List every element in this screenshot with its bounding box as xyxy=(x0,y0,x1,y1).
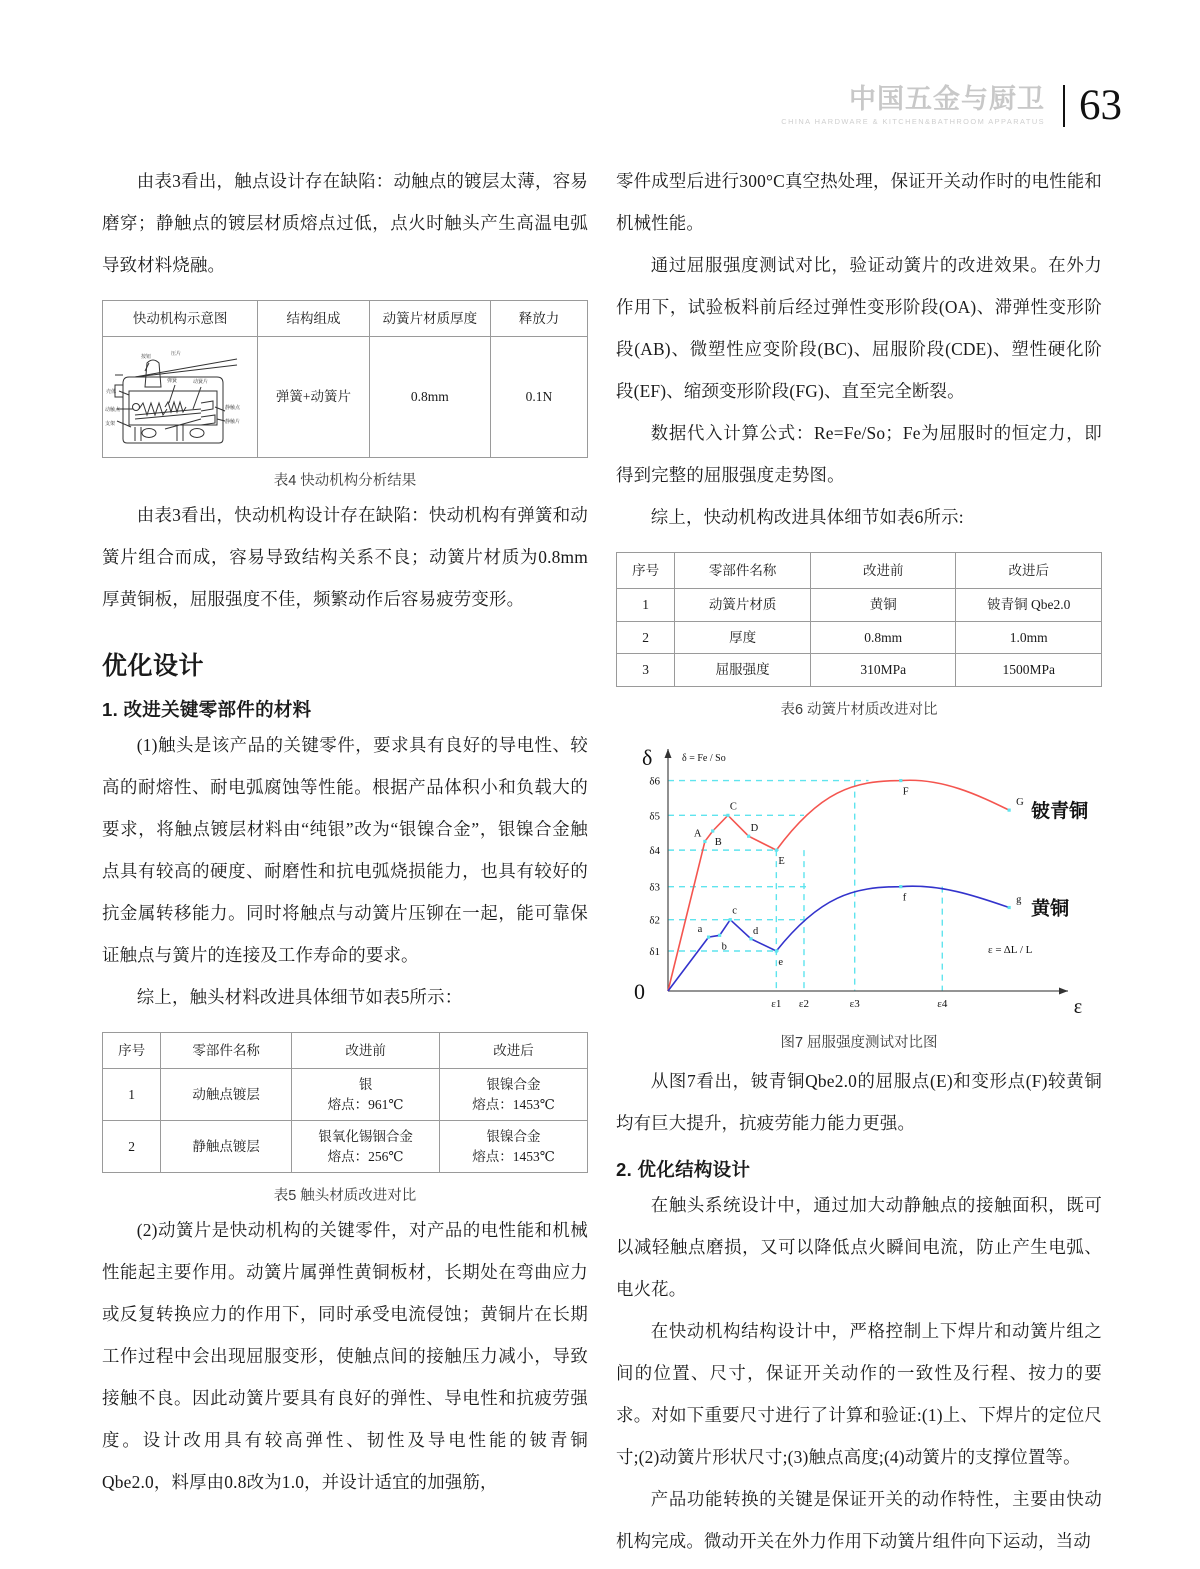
svg-text:按钮: 按钮 xyxy=(141,354,152,360)
table5-header-no: 序号 xyxy=(103,1033,161,1069)
table5-cell-no: 2 xyxy=(103,1121,161,1173)
x-tick-label-3: ε3 xyxy=(849,997,860,1010)
svg-text:动簧片: 动簧片 xyxy=(193,379,209,385)
table5-cell-before-material: 银氧化锡铟合金 xyxy=(318,1129,413,1145)
table5-cell-after-material: 银镍合金 xyxy=(486,1077,541,1092)
table-6-spring-blade-material-comparison xyxy=(616,552,1102,687)
origin-label: 0 xyxy=(634,978,645,1004)
series-curve-0 xyxy=(668,780,1009,991)
table-4-quick-action-analysis xyxy=(102,300,588,458)
paragraph-mechanism-defects: 由表3看出，快动机构设计存在缺陷：快动机构有弹簧和动簧片组合而成，容易导致结构关系不良；动簧片材质为0.8mm厚黄铜板，屈服强度不佳，频繁动作后容易疲劳变形。 xyxy=(102,505,588,609)
table5-cell-after-material: 银镍合金 xyxy=(486,1129,541,1145)
paragraph-dimension-verification: 在快动机构结构设计中，严格控制上下焊片和动簧片组之间的位置、尺寸，保证开关动作的一致性及行程、按力的要求。对如下重要尺寸进行了计算和验证:(1)上、下焊片的定位尺寸;(2)动簧片形状尺寸;(3)触点高度;(4)动簧片的支撑位置等。 xyxy=(616,1320,1102,1467)
table-6-caption: 表6 动簧片材质改进对比 xyxy=(780,701,938,718)
legend-黄铜: 黄铜 xyxy=(1031,898,1070,920)
table5-cell-before-melting: 熔点：256℃ xyxy=(327,1148,404,1164)
table6-header-after: 改进后 xyxy=(956,553,1102,589)
masthead-english-title: CHINA HARDWARE & KITCHEN&BATHROOM APPARATUS xyxy=(781,116,1045,126)
table4-header-release-force: 释放力 xyxy=(490,301,587,337)
table5-cell-before xyxy=(292,1069,440,1121)
table4-header-thickness: 动簧片材质厚度 xyxy=(369,301,490,337)
table6-cell-after: 1500MPa xyxy=(956,654,1102,687)
table5-cell-part: 动触点镀层 xyxy=(161,1069,292,1121)
table5-header-part: 零部件名称 xyxy=(161,1033,292,1069)
left-column xyxy=(102,160,588,1562)
y-tick-label-1: δ1 xyxy=(649,945,660,958)
y-tick-label-6: δ6 xyxy=(649,775,660,788)
masthead-logo xyxy=(781,85,1045,125)
svg-text:静触片: 静触片 xyxy=(225,419,241,425)
page-number: 63 xyxy=(1079,82,1122,129)
table4-header-structure: 结构组成 xyxy=(258,301,370,337)
table6-cell-no: 1 xyxy=(617,589,675,622)
paragraph-figure7-conclusion: 从图7看出，铍青铜Qbe2.0的屈服点(E)和变形点(F)较黄铜均有巨大提升，抗疲劳能力能力更强。 xyxy=(616,1070,1102,1133)
table-row xyxy=(103,1069,588,1121)
svg-text:壳体: 壳体 xyxy=(106,389,117,395)
table6-cell-before: 310MPa xyxy=(810,654,956,687)
table6-header-no: 序号 xyxy=(617,553,675,589)
table6-cell-after: 1.0mm xyxy=(956,621,1102,654)
point-label-B: B xyxy=(714,836,722,848)
subsection-heading-material-improvement: 1. 改进关键零部件的材料 xyxy=(102,699,312,720)
table5-cell-part: 静触点镀层 xyxy=(161,1121,292,1173)
point-label-D: D xyxy=(750,822,759,834)
subsection-heading-structure-optimization: 2. 优化结构设计 xyxy=(616,1158,751,1180)
table4-cell-thickness: 0.8mm xyxy=(369,337,490,458)
point-label-d: d xyxy=(752,925,759,937)
table-5-contact-material-comparison xyxy=(102,1032,588,1173)
table6-header-part: 零部件名称 xyxy=(675,553,811,589)
point-label-f: f xyxy=(902,892,907,904)
stress-strain-plot xyxy=(616,729,1102,1029)
table5-cell-before-melting: 熔点：961℃ xyxy=(327,1096,404,1112)
table6-cell-no: 3 xyxy=(617,654,675,687)
y-axis-formula: δ = Fe / So xyxy=(682,752,726,764)
table6-header-before: 改进前 xyxy=(810,553,956,589)
table6-cell-before: 0.8mm xyxy=(810,621,956,654)
table5-cell-after-melting: 熔点：1453℃ xyxy=(472,1148,555,1164)
svg-text:静触点: 静触点 xyxy=(225,405,241,411)
point-label-c: c xyxy=(732,905,737,917)
right-column xyxy=(616,160,1102,1562)
paragraph-heat-treatment: 零件成型后进行300°C真空热处理，保证开关动作时的电性能和机械性能。 xyxy=(616,171,1102,233)
table-row xyxy=(617,589,1102,622)
x-tick-label-4: ε4 xyxy=(937,997,948,1010)
table5-cell-after-melting: 熔点：1453℃ xyxy=(472,1096,555,1112)
point-label-a: a xyxy=(697,923,703,935)
table4-cell-release-force: 0.1N xyxy=(490,337,587,458)
masthead-chinese-title: 中国五金与厨卫 xyxy=(849,84,1045,115)
paragraph-contact-system-design: 在触头系统设计中，通过加大动静触点的接触面积，既可以减轻触点磨损，又可以降低点火瞬间电流，防止产生电弧、电火花。 xyxy=(616,1194,1102,1299)
figure-7-caption: 图7 屈服强度测试对比图 xyxy=(780,1034,938,1051)
paragraph-contact-defects: 由表3看出，触点设计存在缺陷：动触点的镀层太薄，容易磨穿；静触点的镀层材质熔点过低，点火时触头产生高温电弧导致材料烧融。 xyxy=(102,171,588,275)
header-divider xyxy=(1063,85,1065,127)
y-tick-label-3: δ3 xyxy=(649,881,660,894)
point-label-e: e xyxy=(778,956,784,968)
x-axis-label: ε xyxy=(1073,995,1083,1018)
table5-cell-after xyxy=(440,1069,588,1121)
y-tick-label-2: δ2 xyxy=(649,914,660,927)
paragraph-formula: 数据代入计算公式：Re=Fe/So；Fe为屈服时的恒定力，即得到完整的屈服强度走势图。 xyxy=(616,423,1102,485)
point-label-F: F xyxy=(902,786,909,798)
point-label-C: C xyxy=(729,801,737,813)
table6-cell-part: 动簧片材质 xyxy=(675,589,811,622)
y-tick-label-4: δ4 xyxy=(649,844,660,857)
x-tick-label-1: ε1 xyxy=(771,997,782,1010)
table-row xyxy=(103,1033,588,1069)
table5-cell-no: 1 xyxy=(103,1069,161,1121)
paragraph-table5-lead-in: 综上，触头材料改进具体细节如表5所示： xyxy=(136,987,463,1007)
paragraph-yield-strength-test: 通过屈服强度测试对比，验证动簧片的改进效果。在外力作用下，试验板料前后经过弹性变形阶段(OA)、滞弹性变形阶段(AB)、微塑性应变阶段(BC)、屈服阶段(CDE)、塑性硬化阶段(EF)、缩颈变形阶段(FG)、直至完全断裂。 xyxy=(616,255,1102,401)
table4-cell-structure: 弹簧+动簧片 xyxy=(258,337,370,458)
table5-cell-before xyxy=(292,1121,440,1173)
paragraph-function-switching: 产品功能转换的关键是保证开关的动作特性，主要由快动机构完成。微动开关在外力作用下动簧片组件向下运动，当动 xyxy=(616,1488,1102,1551)
table5-cell-after xyxy=(440,1121,588,1173)
table5-header-after: 改进后 xyxy=(440,1033,588,1069)
section-heading-optimized-design: 优化设计 xyxy=(102,652,205,680)
y-tick-label-5: δ5 xyxy=(649,810,660,823)
svg-text:弹簧: 弹簧 xyxy=(167,378,178,384)
svg-text:压片: 压片 xyxy=(171,351,182,357)
table6-cell-before: 黄铜 xyxy=(810,589,956,622)
table-row xyxy=(103,1121,588,1173)
table6-cell-part: 屈服强度 xyxy=(675,654,811,687)
table-5-caption: 表5 触头材质改进对比 xyxy=(273,1188,417,1205)
x-axis-formula: ε = ΔL / L xyxy=(988,943,1033,956)
micro-switch-schematic-icon xyxy=(105,341,253,453)
figure-7-stress-strain-chart xyxy=(616,729,1102,1029)
y-axis-label: δ xyxy=(642,744,653,770)
table-row xyxy=(617,654,1102,687)
table-row xyxy=(103,301,588,337)
point-label-G: G xyxy=(1016,796,1024,808)
table-4-caption: 表4 快动机构分析结果 xyxy=(273,473,417,489)
svg-text:动触点: 动触点 xyxy=(105,407,121,413)
table6-cell-no: 2 xyxy=(617,621,675,654)
article-body xyxy=(102,160,1102,1562)
series-curve-1 xyxy=(668,886,1009,991)
page-header xyxy=(781,84,1122,127)
point-label-g: g xyxy=(1016,894,1022,906)
table-row xyxy=(617,553,1102,589)
svg-text:支架: 支架 xyxy=(105,421,116,427)
paragraph-spring-blade: (2)动簧片是快动机构的关键零件，对产品的电性能和机械性能起主要作用。动簧片属弹性黄铜板材，长期处在弯曲应力或反复转换应力的作用下，同时承受电流侵蚀；黄铜片在长期工作过程中会出现屈服变形，使触点间的接触压力减小，导致接触不良。因此动簧片要具有良好的弹性、导电性和抗疲劳强度。设计改用具有较高弹性、韧性及导电性能的铍青铜Qbe2.0，料厚由0.8改为1.0，并设计适宜的加强筋， xyxy=(102,1220,588,1493)
table5-header-before: 改进前 xyxy=(292,1033,440,1069)
point-label-b: b xyxy=(721,941,727,953)
table-row xyxy=(617,621,1102,654)
paragraph-table6-lead-in: 综上，快动机构改进具体细节如表6所示: xyxy=(650,507,964,527)
point-label-A: A xyxy=(693,828,702,840)
table4-cell-diagram xyxy=(103,337,258,458)
table6-cell-after: 铍青铜 Qbe2.0 xyxy=(956,589,1102,622)
table4-header-diagram: 快动机构示意图 xyxy=(103,301,258,337)
x-tick-label-2: ε2 xyxy=(798,997,810,1010)
table6-cell-part: 厚度 xyxy=(675,621,811,654)
legend-铍青铜: 铍青铜 xyxy=(1031,800,1089,822)
table-row xyxy=(103,337,588,458)
table5-cell-before-material: 银 xyxy=(358,1077,373,1092)
point-label-E: E xyxy=(778,855,785,867)
paragraph-contact-material: (1)触头是该产品的关键零件，要求具有良好的导电性、较高的耐熔性、耐电弧腐蚀等性能。根据产品体积小和负载大的要求，将触点镀层材料由“纯银”改为“银镍合金”，银镍合金触点具有较高的硬度、耐磨性和抗电弧烧损能力，也具有较好的抗金属转移能力。同时将触点与动簧片压铆在一起，能可靠保证触点与簧片的连接及工作寿命的要求。 xyxy=(102,735,588,965)
